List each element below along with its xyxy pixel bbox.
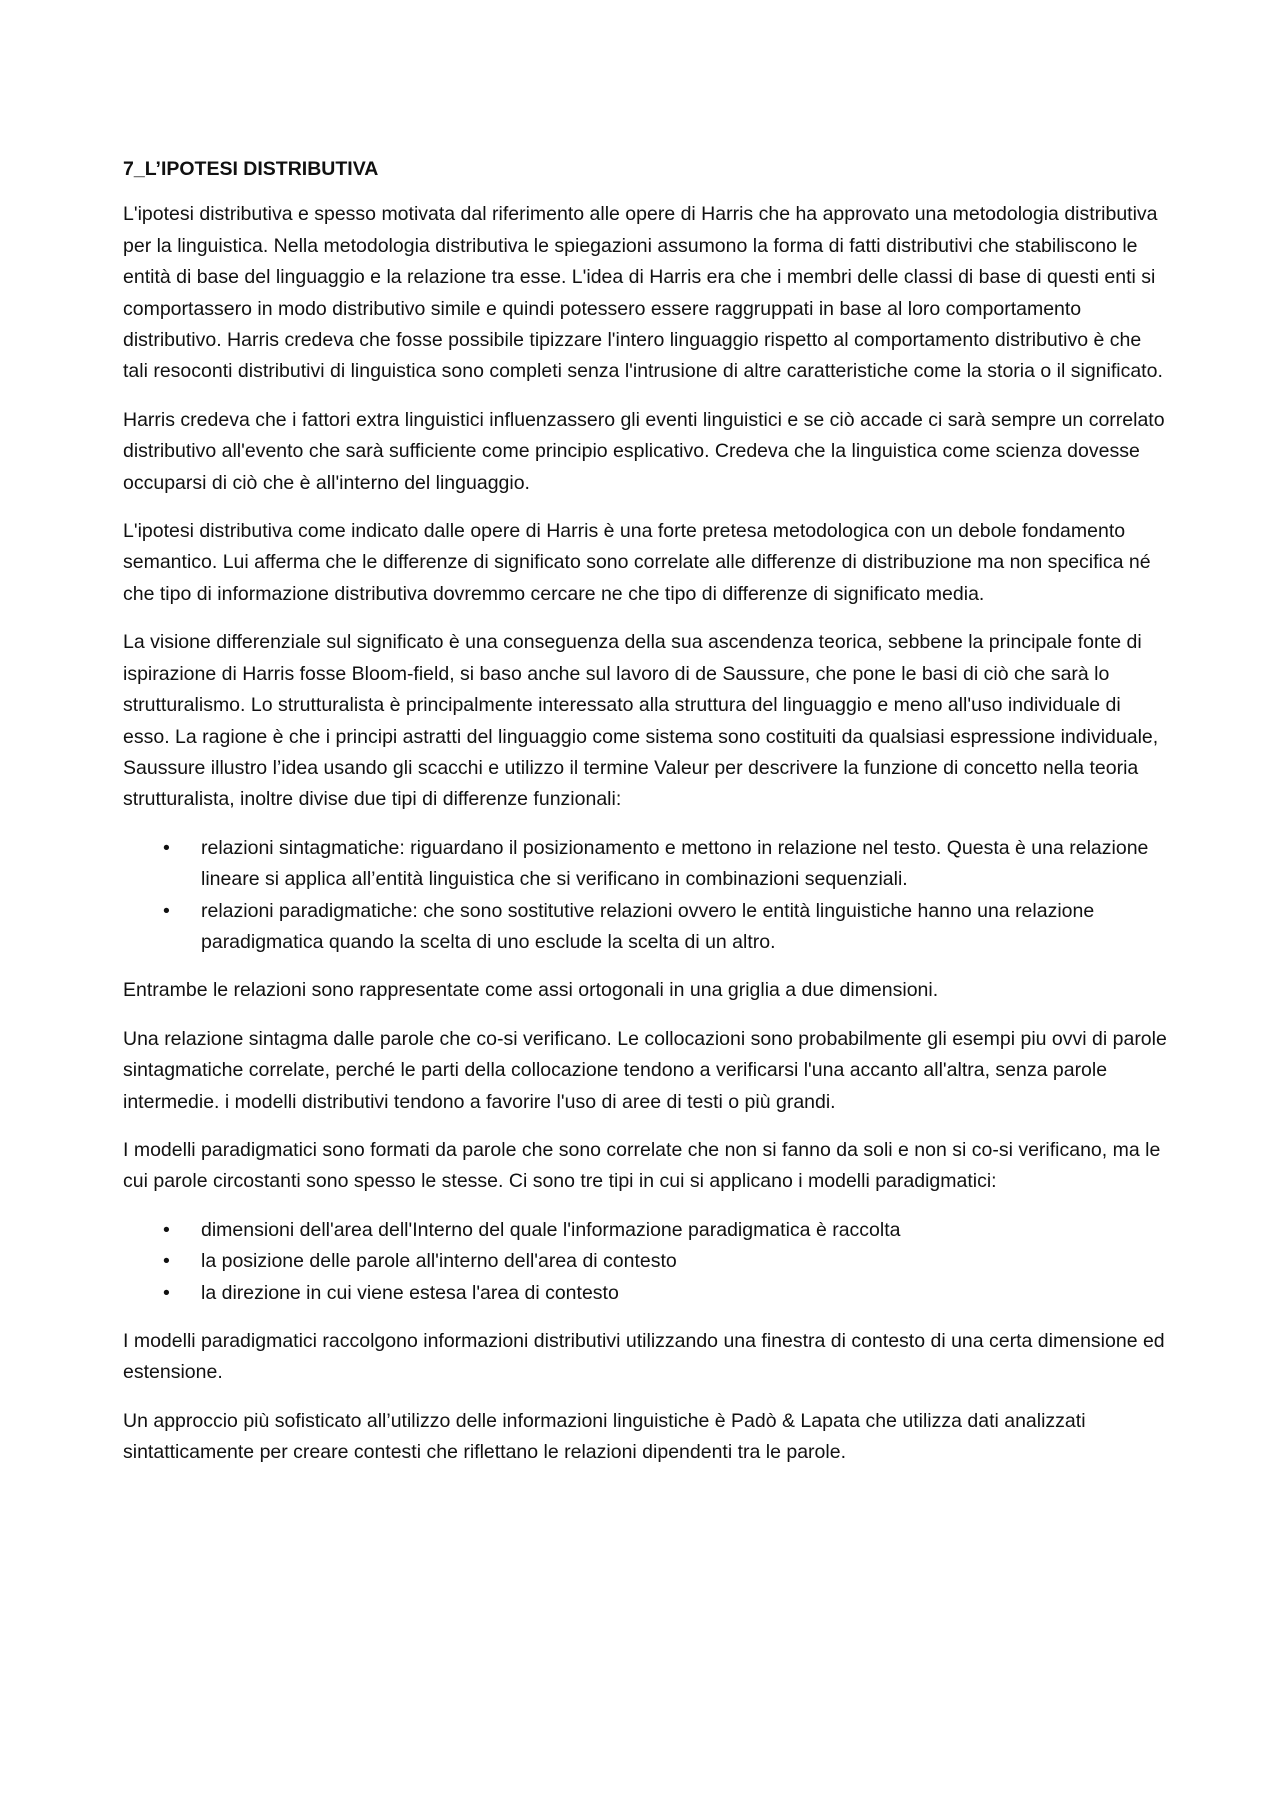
bullet-list-relations	[123, 833, 1168, 959]
paragraph-9: Un approccio più sofisticato all’utilizzo delle informazioni linguistiche è Padò & Lapata che utilizza dati analizzati sintatticamente per creare contesti che riflettano le relazioni dipendenti tra le parole.	[123, 1409, 1086, 1464]
paragraph-8: I modelli paradigmatici raccolgono informazioni distributivi utilizzando una finestra di contesto di una certa dimensione ed estensione.	[123, 1330, 1165, 1384]
bullet-list-paradigmatic	[123, 1215, 1168, 1309]
list-item	[123, 833, 1168, 896]
paragraph-1: L'ipotesi distributiva e spesso motivata dal riferimento alle opere di Harris che ha approvato una metodologia distributiva per la linguistica. Nella metodologia distributiva le spiegazioni assumono la forma di fatti distributivi che stabiliscono le entità di base del linguaggio e la relazione tra esse. L'idea di Harris era che i membri delle classi di base di questi enti si comportassero in modo distributivo simile e quindi potessero essere raggruppati in base al loro comportamento distributivo. Harris credeva che fosse possibile tipizzare l'intero linguaggio rispetto al comportamento distributivo è che tali resoconti distributivi di linguistica sono completi senza l'intrusione di altre caratteristiche come la storia o il significato.	[123, 203, 1163, 383]
list-item	[123, 1215, 1168, 1246]
list-item-text: dimensioni dell'area dell'Interno del quale l'informazione paradigmatica è raccolta	[201, 1218, 901, 1241]
bullet-icon: •	[163, 836, 170, 859]
bullet-icon: •	[163, 1281, 170, 1304]
paragraph-6: Una relazione sintagma dalle parole che co-si verificano. Le collocazioni sono probabilmente gli esempi piu ovvi di parole sintagmatiche correlate, perché le parti della collocazione tendono a verificarsi l'una accanto all'altra, senza parole intermedie. i modelli distributivi tendono a favorire l'uso di aree di testi o più grandi.	[123, 1027, 1167, 1113]
bullet-icon: •	[163, 899, 170, 922]
section-title: 7_L’IPOTESI DISTRIBUTIVA	[123, 158, 379, 180]
paragraph-5: Entrambe le relazioni sono rappresentate come assi ortogonali in una griglia a due dimensioni.	[123, 979, 939, 1002]
paragraph-4: La visione differenziale sul significato è una conseguenza della sua ascendenza teorica, sebbene la principale fonte di ispirazione di Harris fosse Bloom-field, si baso anche sul lavoro di de Saussure, che pone le basi di ciò che sarà lo strutturalismo. Lo strutturalista è principalmente interessato alla struttura del linguaggio e meno all'uso individuale di esso. La ragione è che i principi astratti del linguaggio come sistema sono costituiti da qualsiasi espressione individuale, Saussure illustro l’idea usando gli scacchi e utilizzo il termine Valeur per descrivere la funzione di concetto nella teoria strutturalista, inoltre divise due tipi di differenze funzionali:	[123, 631, 1159, 811]
bullet-icon: •	[163, 1250, 170, 1273]
paragraph-2: Harris credeva che i fattori extra linguistici influenzassero gli eventi linguistici e se ciò accade ci sarà sempre un correlato distributivo all'evento che sarà sufficiente come principio esplicativo. Credeva che la linguistica come scienza dovesse occuparsi di ciò che è all'interno del linguaggio.	[123, 408, 1165, 494]
list-item-text: relazioni paradigmatiche: che sono sostitutive relazioni ovvero le entità linguistiche hanno una relazione paradigmatica quando la scelta di uno esclude la scelta di un altro.	[201, 899, 1095, 953]
paragraph-3: L'ipotesi distributiva come indicato dalle opere di Harris è una forte pretesa metodologica con un debole fondamento semantico. Lui afferma che le differenze di significato sono correlate alle differenze di distribuzione ma non specifica né che tipo di informazione distributiva dovremmo cercare ne che tipo di differenze di significato media.	[123, 520, 1151, 605]
bullet-icon: •	[163, 1218, 170, 1241]
paragraph-7: I modelli paradigmatici sono formati da parole che sono correlate che non si fanno da soli e non si co-si verificano, ma le cui parole circostanti sono spesso le stesse. Ci sono tre tipi in cui si applicano i modelli paradigmatici:	[123, 1138, 1161, 1193]
document-page	[123, 154, 1168, 1486]
list-item	[123, 896, 1168, 959]
list-item	[123, 1278, 1168, 1309]
list-item-text: la direzione in cui viene estesa l'area di contesto	[201, 1281, 619, 1304]
list-item	[123, 1246, 1168, 1277]
list-item-text: relazioni sintagmatiche: riguardano il posizionamento e mettono in relazione nel testo. Questa è una relazione lineare si applica all’entità linguistica che si verificano in combinazioni sequenziali.	[201, 836, 1149, 891]
list-item-text: la posizione delle parole all'interno dell'area di contesto	[201, 1250, 677, 1273]
